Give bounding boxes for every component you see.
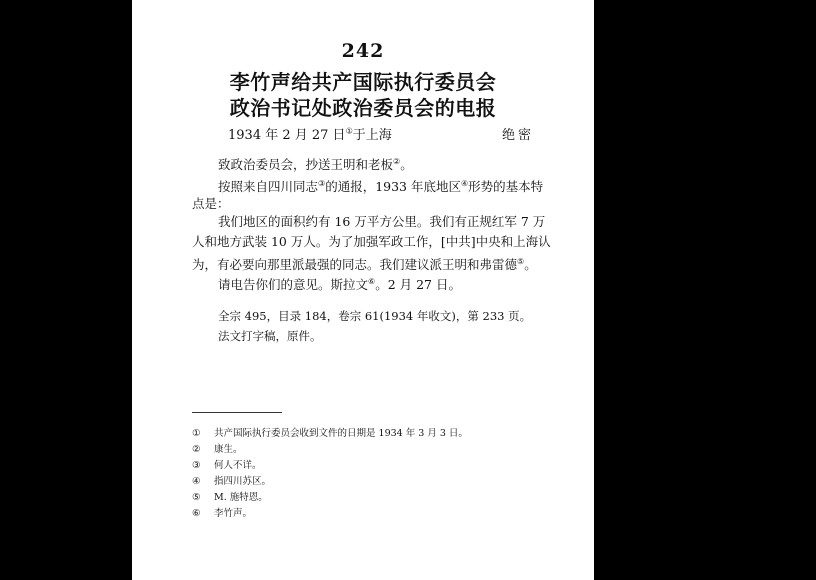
document-title-line-2: 政治书记处政治委员会的电报 [229,96,497,120]
report-text-b: 的通报，1933 年底地区 [325,179,461,195]
addressee-text: 致政治委员会，抄送王明和老板 [218,157,394,173]
closing-text: 请电告你们的意见。斯拉文 [218,277,369,293]
footnote-text: 共产国际执行委员会收到文件的日期是 1934 年 3 月 3 日。 [214,428,468,439]
footnote-item [192,490,468,506]
footnote-ref-4: ④ [460,179,469,188]
footnote-text: 何人不详。 [214,460,262,471]
report-paragraph-line-1 [218,174,543,197]
footnote-text: 李竹声。 [214,508,253,519]
dateline [228,124,392,143]
document-page [132,0,594,580]
report-text-a: 按照来自四川同志 [218,179,319,195]
area-end: 。 [524,257,537,273]
footnote-text: M. 施特恩。 [214,492,268,503]
footnote-item [192,474,468,490]
footnote-item [192,458,468,474]
footnote-ref-2: ② [393,157,401,166]
report-paragraph-line-2: 点是： [192,196,230,211]
addressee-end: 。 [400,157,413,173]
footnote-mark: ⑥ [192,508,201,519]
area-paragraph-line-2: 人和地方武装 10 万人。为了加强军政工作，[中共]中央和上海认 [192,234,551,249]
footnote-item [192,426,468,442]
archive-source-line-1: 全宗 495，目录 184，卷宗 61(1934 年收文)，第 233 页。 [218,309,532,323]
area-text: 为，有必要向那里派最强的同志。我们建议派王明和弗雷德 [192,257,518,273]
addressee-paragraph [218,152,413,175]
closing-paragraph [218,272,461,295]
footnote-text: 康生。 [214,444,243,455]
footnote-text: 指四川苏区。 [214,476,272,487]
footnote-item [192,442,468,458]
footnote-divider [192,412,282,413]
footnote-mark: ③ [192,460,201,471]
dateline-place: 于上海 [352,128,392,143]
footnote-mark: ② [192,444,201,455]
footnote-ref-6: ⑥ [368,277,376,286]
footnote-mark: ⑤ [192,492,201,503]
footnote-mark: ④ [192,476,201,487]
document-number: 242 [341,40,385,62]
area-paragraph-line-1: 我们地区的面积约有 16 万平方公里。我们有正规红军 7 万 [218,214,546,229]
footnote-ref-1: ① [345,126,353,136]
footnotes [192,426,468,522]
footnote-ref-3: ③ [318,179,326,188]
classification-label: 绝密 [502,128,535,143]
closing-date: 。2 月 27 日。 [375,277,461,293]
report-text-c: 形势的基本特 [468,179,544,195]
footnote-ref-5: ⑤ [517,257,525,266]
archive-source-line-2: 法文打字稿，原件。 [218,329,322,343]
document-title-line-1: 李竹声给共产国际执行委员会 [229,70,497,94]
footnote-item [192,506,468,522]
footnote-mark: ① [192,428,201,439]
dateline-date: 1934 年 2 月 27 日 [228,128,346,143]
